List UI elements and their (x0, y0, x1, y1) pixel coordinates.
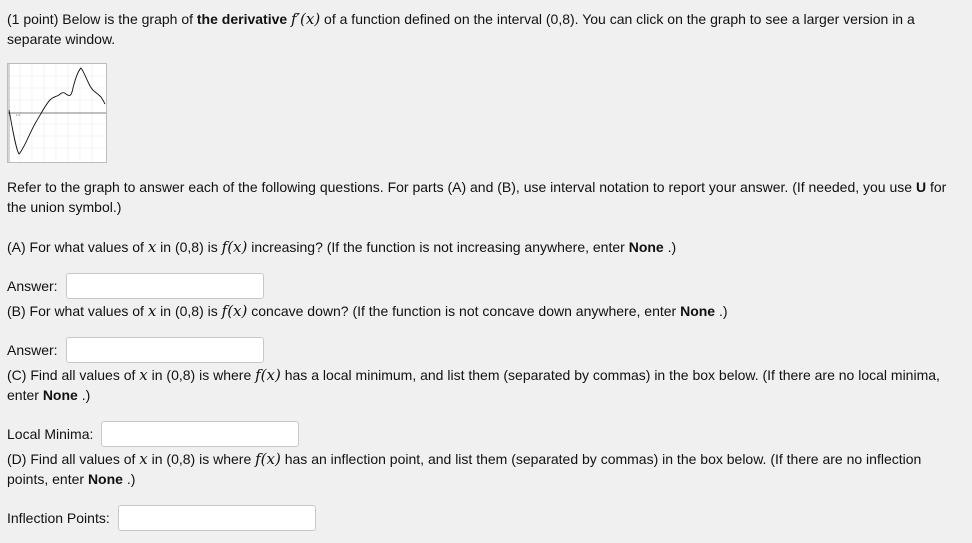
question-b-text-4: .) (715, 303, 728, 319)
graph-tick-label: 1.0 (16, 113, 21, 117)
intro-text (7, 9, 962, 49)
derivative-graph-thumbnail[interactable] (7, 63, 107, 163)
answer-b-row (7, 336, 264, 364)
local-minima-label: Local Minima: (7, 426, 94, 442)
local-minima-input[interactable] (101, 421, 299, 447)
question-a-var: x (147, 238, 157, 256)
question-c-none: None (42, 387, 78, 403)
question-c-text-1: (C) Find all values of (7, 367, 140, 383)
question-c-text-3: has a local minimum, and list them (separated by commas) in the box below. (If there are no local minima, enter (7, 367, 940, 403)
answer-a-input[interactable] (66, 273, 264, 299)
question-b-func: f(x) (221, 302, 248, 320)
question-d-none: None (87, 471, 123, 487)
instructions-text-1: Refer to the graph to answer each of the following questions. For parts (A) and (B), use interval notation to report your answer. (If needed, you use (7, 179, 916, 195)
instructions-text-2: for the union symbol.) (7, 179, 947, 215)
question-c-text-2: in (0,8) is where (147, 367, 256, 383)
question-b-var: x (147, 302, 157, 320)
inflection-points-label: Inflection Points: (7, 510, 110, 526)
question-c-func: f(x) (255, 366, 281, 384)
question-a-text-4: .) (663, 239, 677, 255)
question-d-text-3: has an inflection point, and list them (separated by commas) in the box below. (If there are no inflection points, enter (7, 451, 922, 487)
question-d-text-4: .) (122, 471, 136, 487)
question-d-var: x (139, 450, 148, 468)
question-b-none: None (680, 303, 716, 319)
question-c (7, 365, 962, 405)
question-a-text-2: in (0,8) is (156, 239, 222, 255)
intro-bold: the derivative (196, 11, 288, 27)
question-d-func: f(x) (255, 450, 281, 468)
instructions-text (7, 177, 962, 217)
question-c-text-4: .) (77, 387, 91, 403)
intro-text-1: (1 point) Below is the graph of (7, 11, 197, 27)
question-d (7, 449, 962, 489)
intro-math: f′(x) (291, 10, 321, 28)
inflection-points-input[interactable] (118, 505, 316, 531)
answer-a-label: Answer: (7, 278, 58, 294)
derivative-curve (9, 68, 105, 154)
question-a-text-3: increasing? (If the function is not increasing anywhere, enter (247, 239, 629, 255)
derivative-graph[interactable] (8, 64, 106, 162)
local-minima-row (7, 420, 299, 448)
question-a-none: None (628, 239, 664, 255)
union-symbol: U (915, 179, 927, 195)
answer-a-row (7, 272, 264, 300)
answer-b-label: Answer: (7, 342, 58, 358)
question-c-var: x (139, 366, 148, 384)
intro-text-2: of a function defined on the interval (0,8). You can click on the graph to see a larger version in a separate window. (7, 11, 915, 47)
question-a-func: f(x) (221, 238, 248, 256)
question-b-text-3: concave down? (If the function is not concave down anywhere, enter (247, 303, 681, 319)
inflection-points-row (7, 504, 316, 532)
question-a (7, 237, 962, 257)
question-b-text-2: in (0,8) is (156, 303, 222, 319)
question-d-text-1: (D) Find all values of (7, 451, 140, 467)
question-a-text-1: (A) For what values of (7, 239, 148, 255)
answer-b-input[interactable] (66, 337, 264, 363)
question-b (7, 301, 962, 321)
question-b-text-1: (B) For what values of (7, 303, 148, 319)
question-d-text-2: in (0,8) is where (147, 451, 256, 467)
